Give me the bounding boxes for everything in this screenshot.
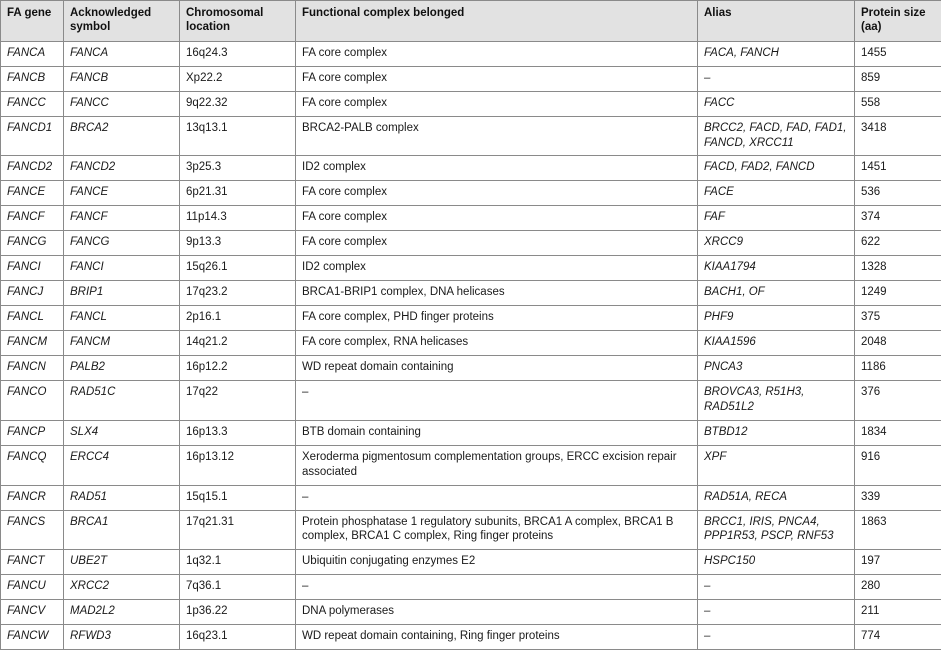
cell-location: 1p36.22 [180,600,296,625]
cell-alias: XPF [698,445,855,485]
cell-fa-gene: FANCA [1,41,64,66]
cell-location: 17q22 [180,380,296,420]
cell-size: 280 [855,575,941,600]
cell-location: 2p16.1 [180,306,296,331]
cell-size: 375 [855,306,941,331]
cell-location: 7q36.1 [180,575,296,600]
cell-location: 16p13.12 [180,445,296,485]
cell-size: 1451 [855,156,941,181]
cell-alias: FACC [698,91,855,116]
cell-complex: – [296,380,698,420]
cell-size: 2048 [855,331,941,356]
cell-fa-gene: FANCC [1,91,64,116]
cell-complex: BTB domain containing [296,420,698,445]
table-row [1,256,941,281]
cell-size: 1863 [855,510,941,550]
cell-size: 622 [855,231,941,256]
cell-symbol: BRCA1 [64,510,180,550]
table-row [1,41,941,66]
cell-complex: ID2 complex [296,256,698,281]
cell-fa-gene: FANCJ [1,281,64,306]
cell-complex: FA core complex [296,91,698,116]
cell-alias: BROVCA3, R51H3, RAD51L2 [698,380,855,420]
cell-complex: FA core complex [296,181,698,206]
cell-complex: – [296,575,698,600]
cell-symbol: FANCD2 [64,156,180,181]
cell-location: 17q23.2 [180,281,296,306]
cell-location: 14q21.2 [180,331,296,356]
cell-size: 1328 [855,256,941,281]
cell-fa-gene: FANCR [1,485,64,510]
cell-fa-gene: FANCW [1,625,64,650]
cell-symbol: FANCG [64,231,180,256]
cell-symbol: RAD51C [64,380,180,420]
cell-symbol: FANCB [64,66,180,91]
cell-fa-gene: FANCE [1,181,64,206]
cell-symbol: FANCE [64,181,180,206]
table-row [1,380,941,420]
cell-alias: PNCA3 [698,355,855,380]
cell-fa-gene: FANCO [1,380,64,420]
table-row [1,575,941,600]
table-row [1,331,941,356]
cell-complex: FA core complex, PHD finger proteins [296,306,698,331]
table-row [1,231,941,256]
cell-symbol: ERCC4 [64,445,180,485]
table-row [1,116,941,156]
cell-complex: – [296,485,698,510]
cell-fa-gene: FANCN [1,355,64,380]
table-row [1,625,941,650]
cell-complex: FA core complex, RNA helicases [296,331,698,356]
column-header-functional-complex: Functional complex belonged [296,1,698,42]
cell-location: 1q32.1 [180,550,296,575]
cell-size: 1834 [855,420,941,445]
cell-complex: Ubiquitin conjugating enzymes E2 [296,550,698,575]
cell-size: 1186 [855,355,941,380]
cell-alias: – [698,625,855,650]
cell-alias: HSPC150 [698,550,855,575]
cell-fa-gene: FANCI [1,256,64,281]
cell-location: 16p12.2 [180,355,296,380]
table-row [1,206,941,231]
cell-fa-gene: FANCV [1,600,64,625]
column-header-chromosomal-location: Chromosomal location [180,1,296,42]
cell-symbol: FANCM [64,331,180,356]
cell-fa-gene: FANCF [1,206,64,231]
cell-location: 9p13.3 [180,231,296,256]
cell-alias: – [698,66,855,91]
table-row [1,445,941,485]
table-row [1,181,941,206]
cell-alias: RAD51A, RECA [698,485,855,510]
cell-location: 16q23.1 [180,625,296,650]
cell-fa-gene: FANCS [1,510,64,550]
cell-location: 16q24.3 [180,41,296,66]
column-header-fa-gene: FA gene [1,1,64,42]
cell-symbol: FANCA [64,41,180,66]
cell-location: 9q22.32 [180,91,296,116]
cell-alias: KIAA1596 [698,331,855,356]
table-row [1,420,941,445]
cell-location: 16p13.3 [180,420,296,445]
cell-symbol: BRIP1 [64,281,180,306]
cell-symbol: SLX4 [64,420,180,445]
cell-size: 197 [855,550,941,575]
cell-fa-gene: FANCD2 [1,156,64,181]
cell-location: 13q13.1 [180,116,296,156]
table-row [1,485,941,510]
cell-size: 339 [855,485,941,510]
table-row [1,91,941,116]
cell-size: 211 [855,600,941,625]
cell-alias: FACD, FAD2, FANCD [698,156,855,181]
column-header-protein-size: Protein size (aa) [855,1,941,42]
cell-complex: DNA polymerases [296,600,698,625]
table-row [1,550,941,575]
cell-symbol: PALB2 [64,355,180,380]
cell-alias: – [698,600,855,625]
cell-alias: BACH1, OF [698,281,855,306]
cell-location: 3p25.3 [180,156,296,181]
cell-location: 11p14.3 [180,206,296,231]
cell-size: 859 [855,66,941,91]
cell-complex: BRCA2-PALB complex [296,116,698,156]
table-row [1,156,941,181]
table-header-row [1,1,941,42]
cell-complex: FA core complex [296,231,698,256]
cell-size: 374 [855,206,941,231]
cell-symbol: UBE2T [64,550,180,575]
cell-symbol: MAD2L2 [64,600,180,625]
cell-fa-gene: FANCG [1,231,64,256]
column-header-acknowledged-symbol: Acknowledged symbol [64,1,180,42]
cell-alias: BTBD12 [698,420,855,445]
cell-location: 17q21.31 [180,510,296,550]
table-row [1,355,941,380]
cell-size: 558 [855,91,941,116]
cell-location: 15q15.1 [180,485,296,510]
cell-symbol: RFWD3 [64,625,180,650]
column-header-alias: Alias [698,1,855,42]
cell-complex: FA core complex [296,41,698,66]
cell-alias: BRCC2, FACD, FAD, FAD1, FANCD, XRCC11 [698,116,855,156]
cell-complex: Protein phosphatase 1 regulatory subunits, BRCA1 A complex, BRCA1 B complex, BRCA1 C complex, Ring finger proteins [296,510,698,550]
cell-complex: Xeroderma pigmentosum complementation groups, ERCC excision repair associated [296,445,698,485]
cell-fa-gene: FANCB [1,66,64,91]
cell-alias: – [698,575,855,600]
cell-symbol: FANCL [64,306,180,331]
table-row [1,281,941,306]
table-row [1,66,941,91]
cell-complex: FA core complex [296,206,698,231]
cell-size: 3418 [855,116,941,156]
cell-location: Xp22.2 [180,66,296,91]
cell-fa-gene: FANCQ [1,445,64,485]
cell-symbol: FANCC [64,91,180,116]
cell-size: 774 [855,625,941,650]
cell-alias: FAF [698,206,855,231]
cell-size: 376 [855,380,941,420]
cell-size: 536 [855,181,941,206]
cell-complex: WD repeat domain containing [296,355,698,380]
cell-complex: FA core complex [296,66,698,91]
cell-symbol: XRCC2 [64,575,180,600]
cell-location: 15q26.1 [180,256,296,281]
cell-complex: ID2 complex [296,156,698,181]
cell-location: 6p21.31 [180,181,296,206]
cell-alias: BRCC1, IRIS, PNCA4, PPP1R53, PSCP, RNF53 [698,510,855,550]
cell-size: 1249 [855,281,941,306]
cell-alias: XRCC9 [698,231,855,256]
cell-symbol: FANCF [64,206,180,231]
cell-fa-gene: FANCD1 [1,116,64,156]
cell-alias: PHF9 [698,306,855,331]
cell-symbol: FANCI [64,256,180,281]
cell-symbol: BRCA2 [64,116,180,156]
cell-alias: FACA, FANCH [698,41,855,66]
cell-fa-gene: FANCT [1,550,64,575]
cell-alias: KIAA1794 [698,256,855,281]
cell-fa-gene: FANCL [1,306,64,331]
cell-complex: WD repeat domain containing, Ring finger proteins [296,625,698,650]
table-row [1,600,941,625]
table-body [1,41,941,649]
cell-size: 916 [855,445,941,485]
table-header [1,1,941,42]
table-row [1,510,941,550]
cell-alias: FACE [698,181,855,206]
table-row [1,306,941,331]
cell-complex: BRCA1-BRIP1 complex, DNA helicases [296,281,698,306]
cell-fa-gene: FANCM [1,331,64,356]
cell-symbol: RAD51 [64,485,180,510]
cell-fa-gene: FANCU [1,575,64,600]
cell-fa-gene: FANCP [1,420,64,445]
cell-size: 1455 [855,41,941,66]
